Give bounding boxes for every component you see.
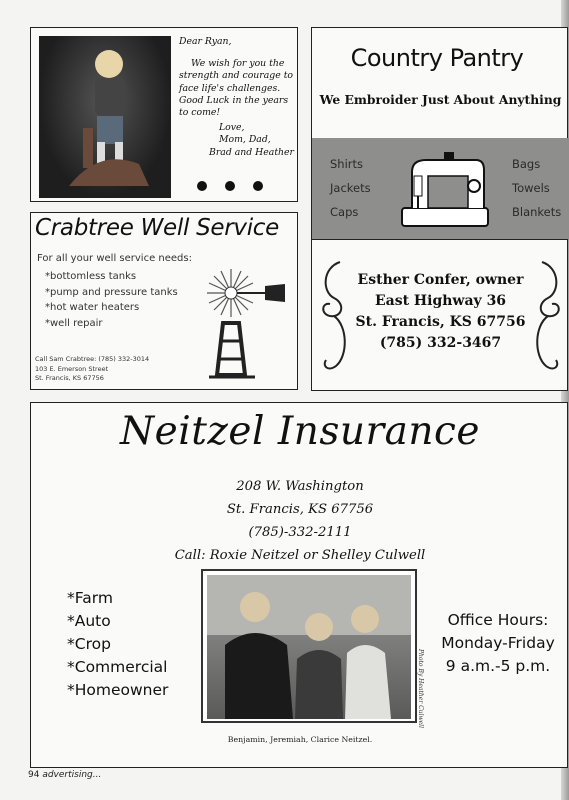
crabtree-title: Crabtree Well Service <box>35 215 279 241</box>
esther-contact: Esther Confer, owner East Highway 36 St. Francis, KS 67756 (785) 332-3467 <box>355 272 526 351</box>
list-item: *hot water heaters <box>45 302 140 313</box>
photo-credit: Photo By Heather Culwell <box>417 649 424 729</box>
list-item: *Farm <box>67 589 113 607</box>
section-label: advertising... <box>42 770 102 780</box>
office-hours: Office Hours: Monday-Friday 9 a.m.-5 p.m. <box>441 611 555 675</box>
list-item: *pump and pressure tanks <box>45 286 178 298</box>
list-item: Bags <box>512 157 541 171</box>
list-item: *Homeowner <box>67 681 169 699</box>
list-item: Caps <box>330 205 359 219</box>
list-item: *well repair <box>45 317 103 329</box>
pantry-tagline: We Embroider Just About Anything <box>319 92 562 107</box>
decorative-dots <box>197 176 281 195</box>
list-item: *Auto <box>67 612 111 630</box>
neitzel-insurance-ad <box>30 402 568 768</box>
ryan-message: Dear Ryan, We wish for you the strength and courage to face life's challenges. Good Luck in the years to come! Love, Mom, Dad, Brad and Heather <box>179 36 297 159</box>
neitzel-title: Neitzel Insurance <box>120 409 480 454</box>
esther-confer-ad <box>311 239 568 391</box>
page-number: 94 <box>28 770 40 780</box>
children-photo <box>201 569 417 723</box>
insurance-types <box>67 587 168 702</box>
greeting: Dear Ryan, <box>179 36 232 47</box>
crabtree-lead: For all your well service needs: <box>37 253 192 264</box>
pantry-products-band <box>312 138 569 240</box>
neitzel-address: 208 W. Washington St. Francis, KS 67756 (785)-332-2111 Call: Roxie Neitzel or Shelley Culwell <box>174 479 426 563</box>
country-pantry-ad <box>311 27 568 239</box>
photo-caption: Benjamin, Jeremiah, Clarice Neitzel. <box>227 735 373 744</box>
list-item: Blankets <box>512 205 562 219</box>
list-item: *bottomless tanks <box>45 271 137 282</box>
ryan-ad <box>30 27 298 202</box>
list-item: Towels <box>512 181 550 195</box>
page-footer <box>28 770 101 780</box>
left-product-list <box>330 152 371 224</box>
pantry-title: Country Pantry <box>350 44 524 72</box>
right-scroll-ornament <box>530 256 564 374</box>
child-photo <box>39 36 171 198</box>
list-item: *Commercial <box>67 658 168 676</box>
list-item: Jackets <box>330 181 371 195</box>
sewing-machine-icon <box>398 146 492 232</box>
windmill-icon <box>203 265 293 381</box>
right-product-list <box>512 152 561 224</box>
crabtree-contact: Call Sam Crabtree: (785) 332-3014 103 E. Emerson Street St. Francis, KS 67756 <box>35 355 150 382</box>
list-item: *Crop <box>67 635 111 653</box>
service-list <box>45 269 178 331</box>
list-item: Shirts <box>330 157 364 171</box>
crabtree-ad <box>30 212 298 390</box>
